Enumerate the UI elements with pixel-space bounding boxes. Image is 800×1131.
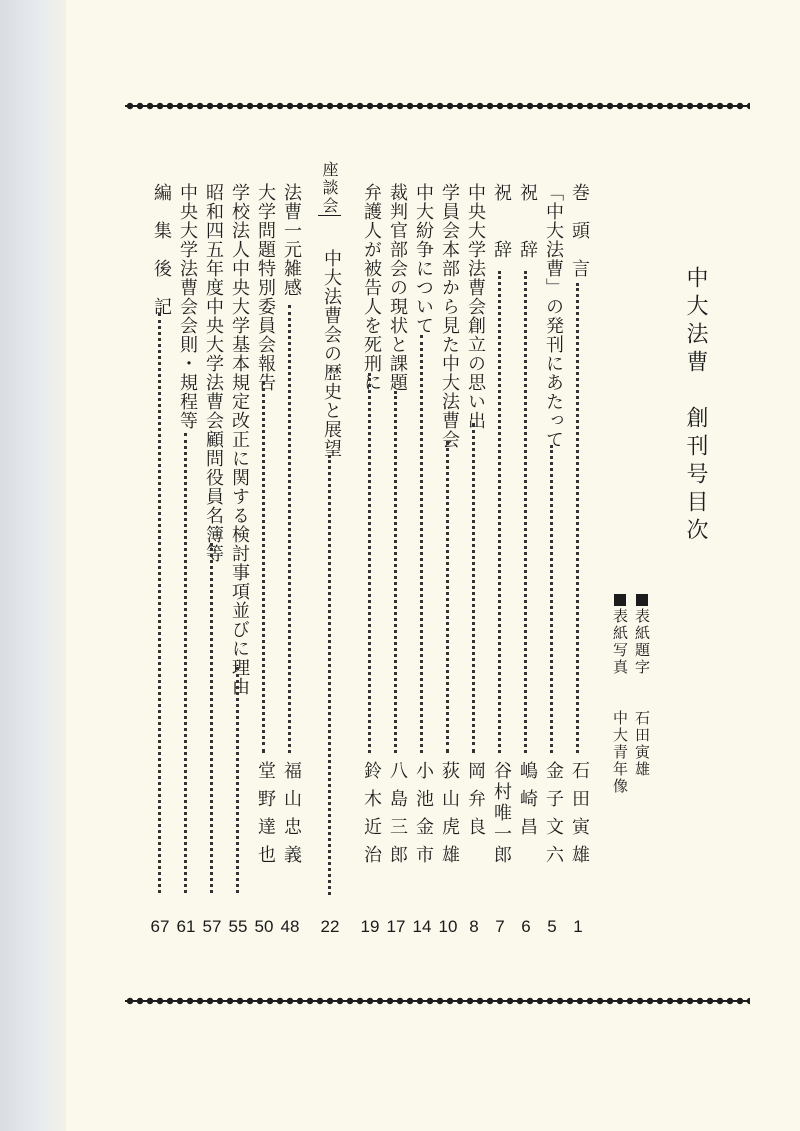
entry-page: 8 (469, 917, 479, 936)
toc-entry[interactable] (384, 183, 408, 963)
leader-dots (550, 445, 553, 753)
leader-dots (524, 271, 527, 753)
toc-entry[interactable] (200, 183, 224, 963)
leader-dots (498, 271, 501, 753)
entry-title: 学員会本部から見た中大法曹会 (439, 183, 460, 449)
toc-entry[interactable] (358, 183, 382, 963)
entry-page: 67 (150, 917, 170, 936)
entry-page: 55 (228, 917, 248, 936)
toc-entry[interactable] (566, 183, 590, 963)
toc-entry[interactable] (174, 183, 198, 963)
entry-title: 学校法人中央大学基本規定改正に関する検討事項並びに理由 (229, 183, 250, 696)
entry-title: 巻 頭 言 (569, 183, 590, 278)
toc-entry[interactable] (148, 183, 172, 963)
entry-title: 中大紛争について (413, 183, 434, 335)
entry-author: 鈴木近治 (361, 761, 382, 873)
entry-author: 八島三郎 (387, 761, 408, 873)
entry-author: 福山忠義 (281, 761, 302, 873)
leader-dots (184, 433, 187, 893)
toc-entry[interactable] (488, 183, 512, 963)
entry-title: 裁判官部会の現状と課題 (387, 183, 408, 392)
toc-entry[interactable] (436, 183, 460, 963)
leader-dots (236, 667, 239, 893)
entry-title: 弁護人が被告人を死刑に (361, 183, 382, 392)
entry-title: 中央大学法曹会創立の思い出 (465, 183, 486, 430)
entry-page: 22 (320, 917, 340, 936)
entry-title: 中大法曹会の歴史と展望 (321, 249, 342, 458)
toc-entry[interactable] (410, 183, 434, 963)
credit-cover-photo (610, 592, 631, 795)
entry-author: 岡弁良 (465, 761, 486, 845)
entry-title: 法曹一元雑感 (281, 183, 302, 297)
leader-dots (472, 423, 475, 753)
entry-page: 19 (360, 917, 380, 936)
entry-author: 石田寅雄 (569, 761, 590, 873)
credit-label: 表紙写真 (611, 608, 629, 676)
entry-author: 荻山虎雄 (439, 761, 460, 873)
page-title: 中大法曹 創刊号目次 (683, 266, 708, 546)
entry-author: 金子文六 (543, 761, 564, 873)
entry-title: 大学問題特別委員会報告 (255, 183, 276, 392)
entry-title: 昭和四五年度中央大学法曹会顧問役員名簿等 (203, 183, 224, 563)
square-bullet-icon (614, 594, 626, 606)
toc-entry-roundtable[interactable] (318, 161, 342, 963)
toc-entry[interactable] (540, 183, 564, 963)
credit-label: 表紙題字 (633, 608, 651, 676)
entry-title: 「中大法曹」の発刊にあたって (543, 183, 564, 449)
leader-dots (158, 313, 161, 893)
entry-page: 61 (176, 917, 196, 936)
entry-title: 中央大学法曹会会則・規程等 (177, 183, 198, 430)
roundtable-label: 座談会 (320, 161, 339, 215)
entry-page: 48 (280, 917, 300, 936)
leader-dots (576, 283, 579, 753)
toc-entry[interactable] (514, 183, 538, 963)
entry-author: 堂野達也 (255, 761, 276, 873)
entry-page: 5 (547, 917, 557, 936)
leader-dots (420, 335, 423, 753)
decorative-rule-bottom (125, 996, 750, 1006)
entry-page: 10 (438, 917, 458, 936)
toc-entry[interactable] (252, 183, 276, 963)
entry-page: 57 (202, 917, 222, 936)
entry-author: 小池金市 (413, 761, 434, 873)
entry-page: 6 (521, 917, 531, 936)
credit-cover-calligraphy (632, 592, 653, 778)
entry-page: 1 (573, 917, 583, 936)
entry-title: 祝 辞 (517, 183, 538, 259)
entry-page: 17 (386, 917, 406, 936)
binding-shadow (0, 0, 66, 1131)
entry-page: 14 (412, 917, 432, 936)
entry-title: 編 集 後 記 (151, 183, 172, 316)
leader-dots (262, 381, 265, 753)
entry-author: 嶋崎昌 (517, 761, 538, 845)
entry-page: 50 (254, 917, 274, 936)
leader-dots (446, 441, 449, 753)
decorative-rule-top (125, 101, 750, 111)
leader-dots (368, 373, 371, 753)
square-bullet-icon (636, 594, 648, 606)
leader-dots (328, 455, 331, 895)
credit-name: 中大青年像 (611, 710, 629, 795)
leader-dots (288, 305, 291, 753)
entry-author: 谷村唯一郎 (491, 761, 512, 866)
entry-title: 祝 辞 (491, 183, 512, 259)
credit-name: 石田寅雄 (633, 710, 651, 778)
toc-entry[interactable] (278, 183, 302, 963)
toc-entry[interactable] (462, 183, 486, 963)
leader-dots (210, 543, 213, 893)
toc-entry[interactable] (226, 183, 250, 963)
leader-dots (394, 391, 397, 753)
entry-page: 7 (495, 917, 505, 936)
